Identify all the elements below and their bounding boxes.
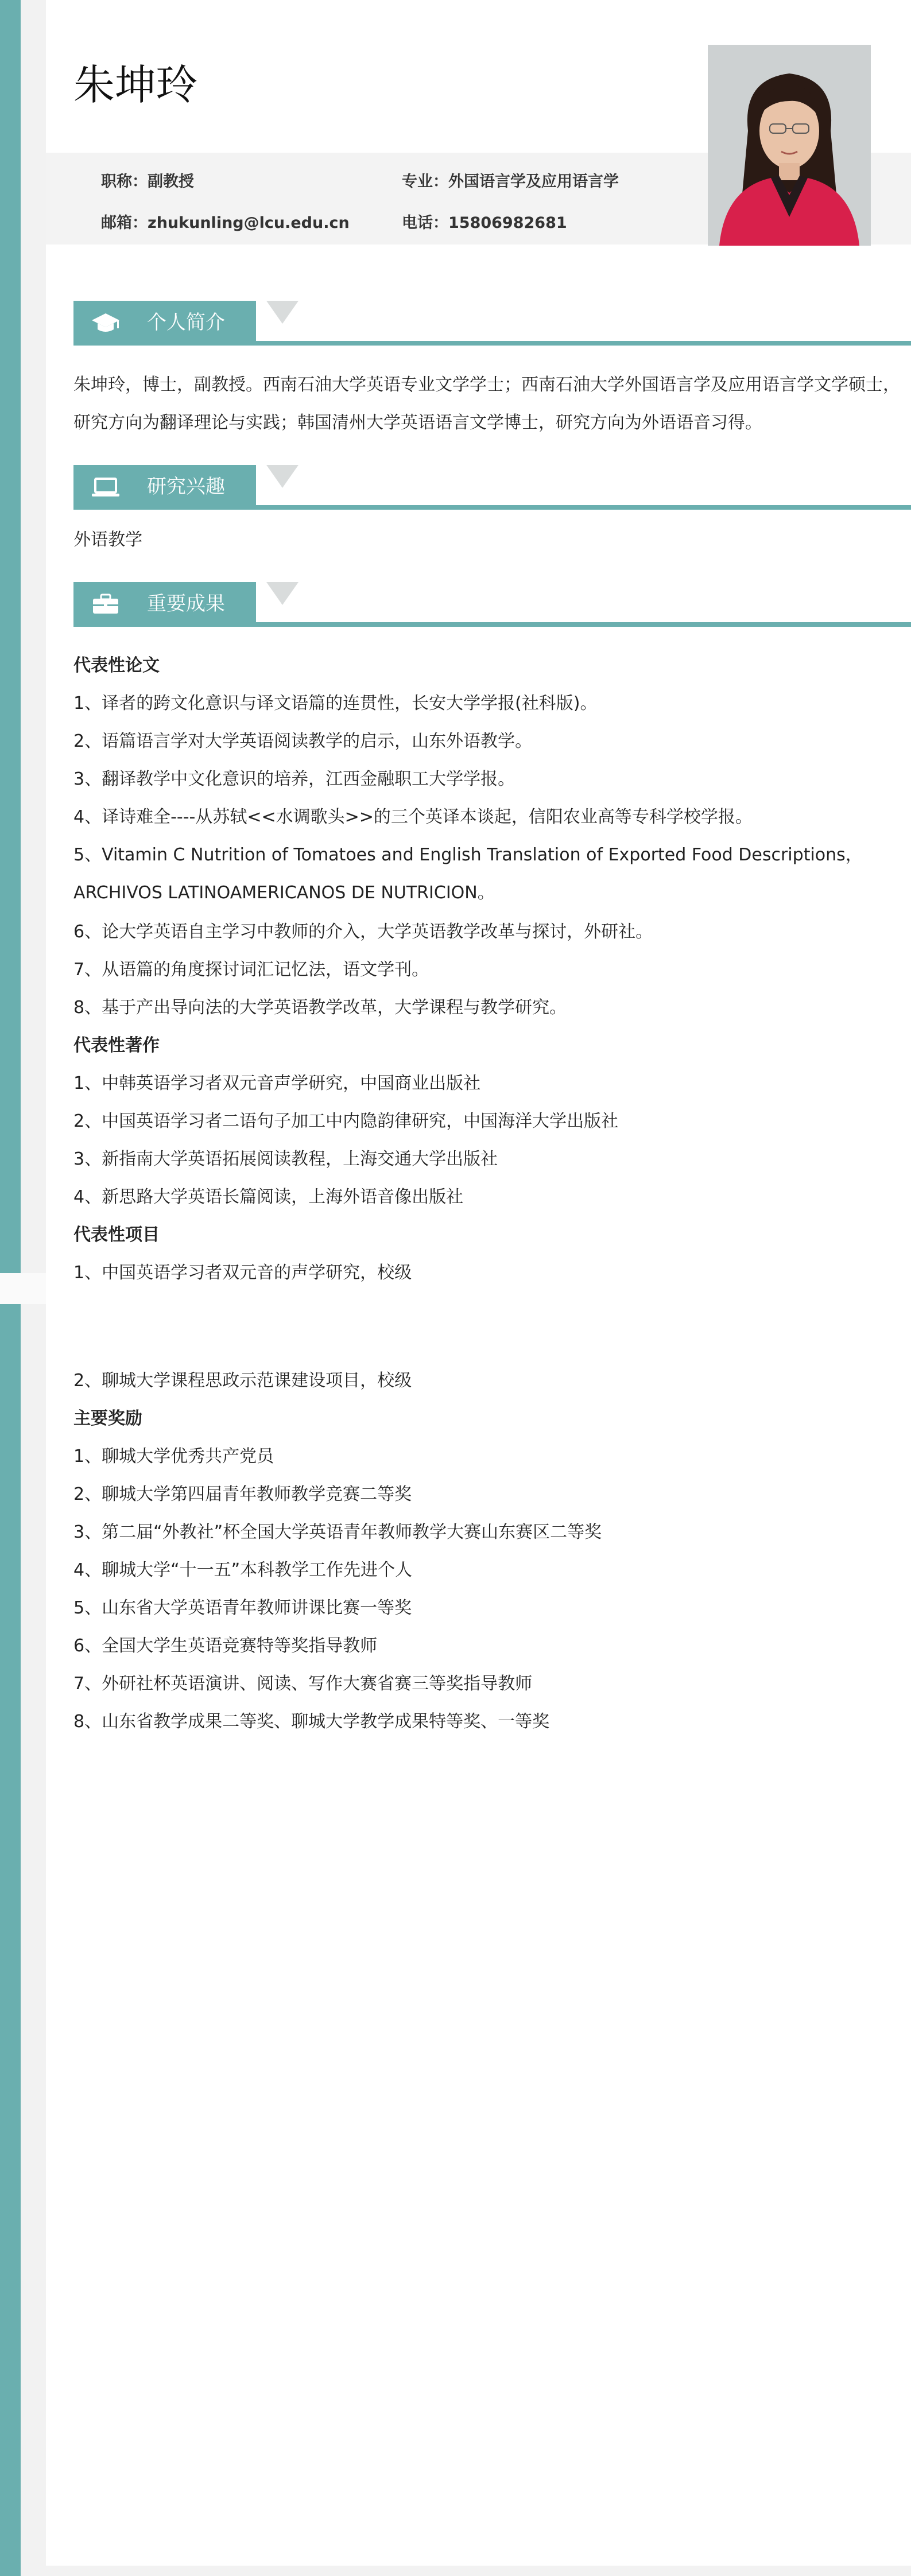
award-item: 6、全国大学生英语竞赛特等奖指导教师	[73, 1636, 378, 1656]
phone-label: 电话：	[402, 214, 448, 232]
profile-photo	[708, 45, 871, 246]
books-heading: 代表性著作	[73, 1035, 160, 1056]
left-accent-rail-lower	[0, 1304, 21, 2576]
info-title	[101, 169, 194, 191]
person-name: 朱坤玲	[73, 61, 198, 109]
email-label: 邮箱：	[101, 214, 148, 232]
award-item: 2、聊城大学第四届青年教师教学竞赛二等奖	[73, 1484, 412, 1504]
phone-value: 15806982681	[448, 214, 567, 232]
title-value: 副教授	[148, 173, 194, 191]
profile-page	[46, 0, 911, 2566]
section-rule	[256, 505, 911, 510]
major-label: 专业：	[402, 173, 448, 191]
section-achievements-title: 重要成果	[147, 592, 225, 615]
laptop-icon	[91, 476, 121, 498]
section-intro-header	[73, 301, 911, 349]
paper-item: 3、翻译教学中文化意识的培养，江西金融职工大学学报。	[73, 769, 515, 789]
graduation-cap-icon	[91, 312, 121, 334]
info-phone	[402, 210, 567, 232]
project-item: 2、聊城大学课程思政示范课建设项目，校级	[73, 1371, 412, 1391]
section-notch	[266, 301, 299, 324]
paper-item: 4、译诗难全----从苏轼<<水调歌头>>的三个英译本谈起，信阳农业高等专科学校学报。	[73, 807, 753, 827]
section-research-header	[73, 465, 911, 513]
award-item: 7、外研社杯英语演讲、阅读、写作大赛省赛三等奖指导教师	[73, 1674, 533, 1694]
paper-item: 8、基于产出导向法的大学英语教学改革，大学课程与教学研究。	[73, 998, 567, 1018]
info-email	[101, 210, 350, 232]
award-item: 3、第二届“外教社”杯全国大学英语青年教师教学大赛山东赛区二等奖	[73, 1522, 602, 1542]
major-value: 外国语言学及应用语言学	[448, 173, 619, 191]
papers-heading: 代表性论文	[73, 655, 160, 676]
paper-item: 2、语篇语言学对大学英语阅读教学的启示，山东外语教学。	[73, 731, 533, 751]
rail-gap	[0, 1273, 46, 1304]
info-major	[402, 169, 619, 191]
intro-text: 朱坤玲，博士，副教授。西南石油大学英语专业文学学士；西南石油大学外国语言学及应用语言学文学硕士，研究方向为翻译理论与实践；韩国清州大学英语语言文学博士，研究方向为外语语音习得。	[73, 375, 900, 433]
title-label: 职称：	[101, 173, 148, 191]
book-item: 3、新指南大学英语拓展阅读教程，上海交通大学出版社	[73, 1149, 498, 1169]
award-item: 1、聊城大学优秀共产党员	[73, 1446, 274, 1467]
book-item: 4、新思路大学英语长篇阅读，上海外语音像出版社	[73, 1187, 464, 1207]
briefcase-icon	[91, 593, 121, 615]
section-rule	[256, 622, 911, 627]
projects-heading: 代表性项目	[73, 1225, 160, 1245]
profile-photo-art	[708, 45, 871, 246]
email-value[interactable]: zhukunling@lcu.edu.cn	[148, 214, 350, 232]
paper-item: 6、论大学英语自主学习中教师的介入，大学英语教学改革与探讨，外研社。	[73, 922, 653, 942]
section-achievements-header	[73, 582, 911, 630]
award-item: 4、聊城大学“十一五”本科教学工作先进个人	[73, 1560, 413, 1580]
research-text: 外语教学	[73, 530, 142, 550]
section-rule	[256, 341, 911, 346]
project-item: 1、中国英语学习者双元音的声学研究，校级	[73, 1263, 412, 1283]
paper-item: 5、Vitamin C Nutrition of Tomatoes and English Translation of Exported Food Descriptions，ARCHIVOS LATINOAMERICANOS DE NUTRICION。	[73, 845, 863, 903]
award-item: 5、山东省大学英语青年教师讲课比赛一等奖	[73, 1598, 412, 1618]
awards-heading: 主要奖励	[73, 1409, 142, 1429]
section-research-title: 研究兴趣	[147, 475, 225, 498]
book-item: 1、中韩英语学习者双元音声学研究，中国商业出版社	[73, 1073, 481, 1093]
left-accent-rail	[0, 0, 21, 1273]
book-item: 2、中国英语学习者二语句子加工中内隐韵律研究，中国海洋大学出版社	[73, 1111, 619, 1131]
award-item: 8、山东省教学成果二等奖、聊城大学教学成果特等奖、一等奖	[73, 1712, 550, 1732]
section-notch	[266, 465, 299, 488]
section-intro-title: 个人简介	[147, 311, 225, 334]
paper-item: 7、从语篇的角度探讨词汇记忆法，语文学刊。	[73, 960, 429, 980]
section-notch	[266, 582, 299, 605]
paper-item: 1、译者的跨文化意识与译文语篇的连贯性，长安大学学报(社科版)。	[73, 693, 598, 713]
